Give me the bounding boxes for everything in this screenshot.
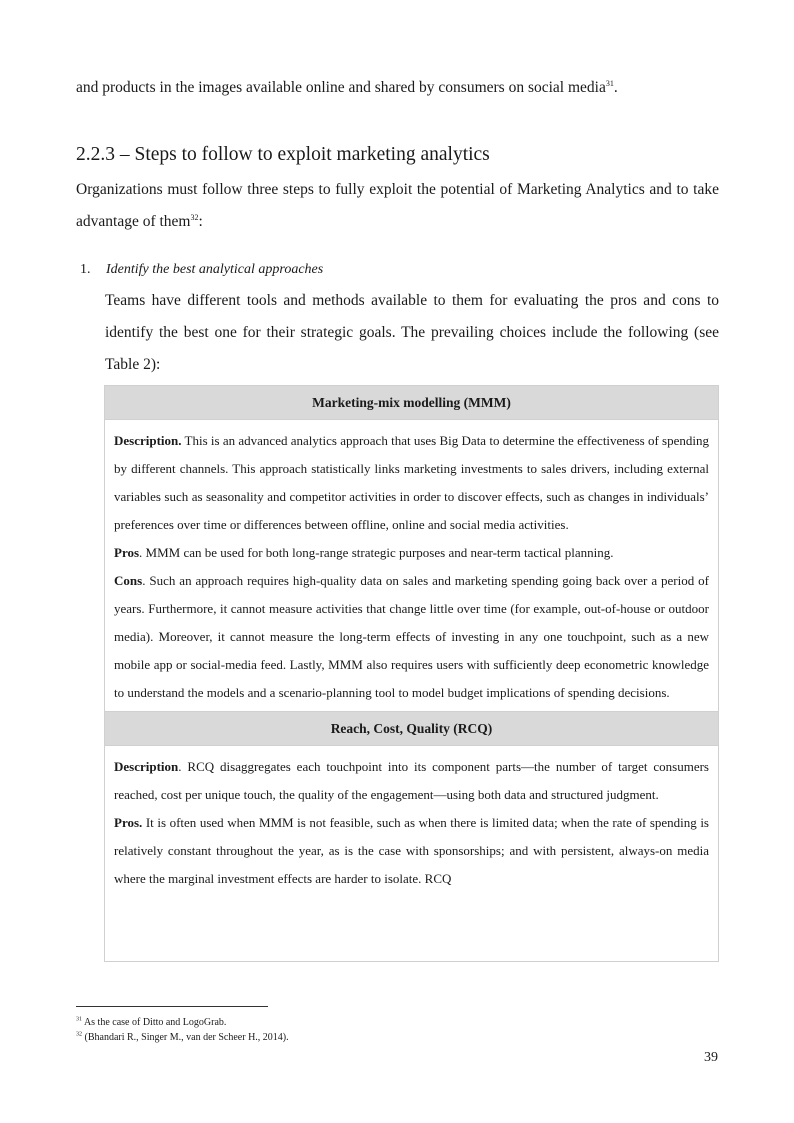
table-header-row (105, 386, 719, 420)
footnote-number: 32 (76, 1031, 82, 1038)
mmm-title: Marketing-mix modelling (MMM) (105, 386, 719, 420)
rcq-pros-text: It is often used when MMM is not feasible, such as when there is limited data; when the rate of spending is relatively constant throughout the year, as is the case with sponsorships; and with persistent, always-on media where the marginal investment effects are harder to isolate. RCQ (114, 815, 709, 886)
section-paragraph-end: : (198, 213, 203, 230)
step-1-title (80, 258, 323, 282)
rcq-description-text: . RCQ disaggregates each touchpoint into its component parts—the number of target consumers reached, cost per unique touch, the quality of the engagement—using both data and structured judgment. (114, 759, 709, 802)
section-paragraph-text: Organizations must follow three steps to fully exploit the potential of Marketing Analytics and to take advantage of them (76, 181, 719, 230)
footnote-divider (76, 1006, 268, 1007)
mmm-pros-label: Pros (114, 545, 140, 560)
mmm-pros-text: . MMM can be used for both long-range strategic purposes and near-term tactical planning. (139, 545, 614, 560)
mmm-cons-text: . Such an approach requires high-quality data on sales and marketing spending going back over a period of years. Furthermore, it cannot measure activities that change little over time (for example, out-of-house or outdoor media). Moreover, it cannot measure the long-term effects of investing in any one touchpoint, such as a new mobile app or social-media feed. Lastly, MMM also requires users with sufficiently deep econometric knowledge to understand the models and a scenario-planning tool to model budget implications of spending decisions. (114, 573, 709, 700)
footnote-number: 31 (76, 1016, 82, 1023)
step-number: 1. (80, 262, 91, 277)
table-row (105, 746, 719, 962)
step-1-body: Teams have different tools and methods available to them for evaluating the pros and cons to identify the best one for their strategic goals. The prevailing choices include the following (see Table 2): (105, 292, 719, 373)
section-heading: 2.2.3 – Steps to follow to exploit marketing analytics (76, 144, 490, 165)
footnote-text: As the case of Ditto and LogoGrab. (82, 1017, 227, 1028)
intro-line (76, 72, 726, 104)
rcq-description (114, 753, 709, 809)
mmm-description-label: Description. (114, 433, 182, 448)
mmm-cons (114, 567, 709, 707)
section-paragraph (76, 174, 719, 238)
step-title-text: Identify the best analytical approaches (106, 262, 324, 277)
rcq-title: Reach, Cost, Quality (RCQ) (105, 712, 719, 746)
intro-text: and products in the images available online and shared by consumers on social media (76, 79, 606, 96)
rcq-cell (105, 746, 719, 962)
rcq-pros (114, 809, 709, 893)
rcq-pros-label: Pros. (114, 815, 143, 830)
mmm-cons-label: Cons (114, 573, 143, 588)
mmm-pros (114, 539, 709, 567)
analytics-approaches-table (104, 385, 719, 962)
footnote (76, 1030, 289, 1045)
footnote-text: (Bhandari R., Singer M., van der Scheer H., 2014). (82, 1032, 289, 1043)
footnotes (76, 1015, 289, 1045)
footnote (76, 1015, 289, 1030)
page-number: 39 (704, 1050, 718, 1065)
footnote-ref-31[interactable]: 31 (605, 78, 614, 88)
footnote-ref-32[interactable]: 32 (190, 212, 199, 222)
mmm-description-text: This is an advanced analytics approach that uses Big Data to determine the effectiveness of spending by different channels. This approach statistically links marketing investments to sales drivers, including external variables such as seasonality and competitor activities in order to discover effects, such as changes in individuals’ preferences over time or differences between offline, online and social media activities. (114, 433, 709, 532)
table-row (105, 420, 719, 712)
table-header-row (105, 712, 719, 746)
rcq-description-label: Description (114, 759, 179, 774)
intro-end: . (613, 79, 618, 96)
mmm-cell (105, 420, 719, 712)
mmm-description (114, 427, 709, 539)
